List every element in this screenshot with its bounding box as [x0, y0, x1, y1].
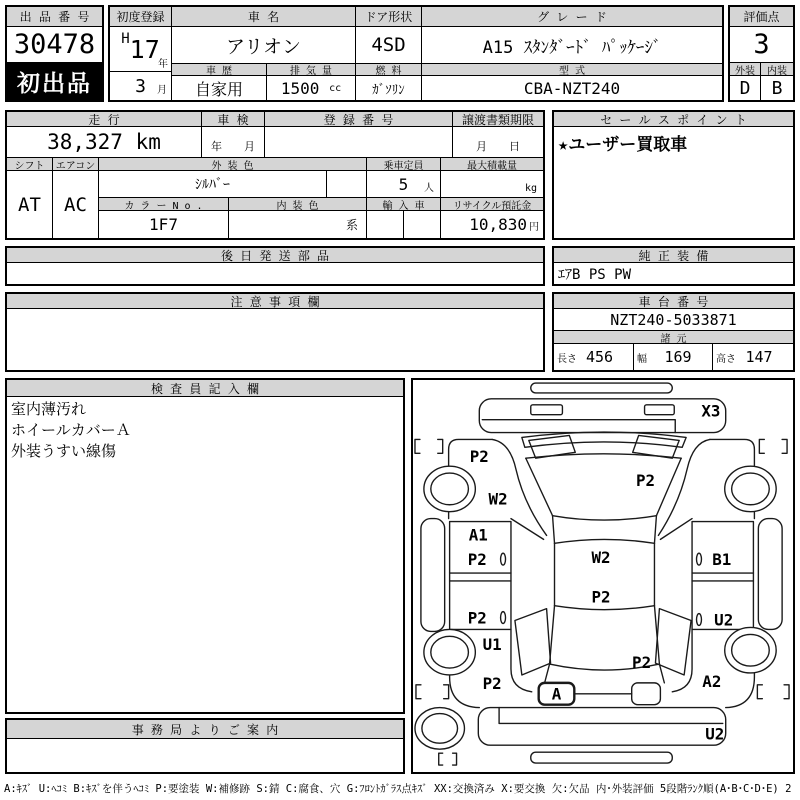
car-name-label: 車 名 — [172, 7, 356, 27]
inspector-label: 検 査 員 記 入 欄 — [7, 380, 403, 397]
score-box — [728, 5, 795, 102]
fuel-value: ｶﾞｿﾘﾝ — [356, 76, 422, 100]
shift-value: AT — [7, 171, 53, 238]
grade-value: A15 ｽﾀﾝﾀﾞｰﾄﾞ ﾊﾟｯｹｰｼﾞ — [422, 27, 722, 64]
lot-number-label: 出 品 番 号 — [7, 7, 102, 27]
reg-number-label: 登 録 番 号 — [265, 112, 453, 127]
exterior-color-value: ｼﾙﾊﾞｰ — [99, 171, 327, 198]
displacement-unit: cc — [329, 82, 342, 94]
sales-point-label: セ ー ル ス ポ イ ン ト — [554, 112, 793, 127]
chassis-box — [552, 292, 795, 372]
exterior-color-label: 外 装 色 — [99, 158, 367, 171]
displacement-value: 1500 — [280, 78, 320, 98]
reg-number-value — [265, 127, 453, 158]
history-label: 車 歴 — [172, 64, 267, 76]
recycle-cell — [441, 211, 543, 238]
height-label: 高さ — [716, 354, 736, 365]
caution-box — [5, 292, 545, 372]
first-reg-era: H — [121, 31, 130, 47]
damage-mark-a2: A2 — [702, 671, 722, 691]
later-parts-label: 後 日 発 送 部 品 — [7, 248, 543, 263]
shaken-units: 年 月 — [202, 127, 265, 158]
damage-mark-u1: U1 — [482, 635, 502, 655]
capacity-value: 5 — [398, 174, 409, 194]
damage-mark-p2: P2 — [467, 550, 487, 570]
chassis-value: NZT240-5033871 — [554, 309, 793, 331]
capacity-cell — [367, 171, 441, 198]
recycle-unit: 円 — [529, 222, 539, 233]
exterior-grade-label: 外装 — [730, 63, 761, 76]
first-reg-year-cell — [110, 27, 172, 72]
damage-mark-p2: P2 — [636, 470, 656, 490]
capacity-unit: 人 — [424, 183, 434, 194]
damage-mark-p2: P2 — [469, 447, 489, 467]
genuine-equipment-label: 純 正 装 備 — [554, 248, 793, 263]
length-cell — [554, 344, 634, 370]
sales-point-value: ★ユーザー買取車 — [558, 134, 688, 155]
import-cell-right — [404, 211, 441, 238]
damage-mark-u2: U2 — [714, 610, 734, 630]
first-reg-month-unit: 月 — [157, 85, 167, 96]
damage-mark-p2: P2 — [632, 653, 652, 673]
first-reg-year-unit: 年 — [158, 59, 168, 70]
width-value: 169 — [664, 348, 692, 366]
interior-color-value: 系 — [229, 211, 367, 238]
mileage-value: 38,327 km — [7, 127, 202, 158]
shaken-label: 車 検 — [202, 112, 265, 127]
interior-grade-label: 内装 — [761, 63, 793, 76]
car-diagram-box — [411, 378, 795, 774]
interior-color-label: 内 装 色 — [229, 198, 367, 211]
capacity-label: 乗車定員 — [367, 158, 441, 171]
first-reg-label: 初度登録 — [110, 7, 172, 27]
inspector-note-line: 外装うすい線傷 — [11, 442, 117, 460]
genuine-equipment-value: ｴｱB PS PW — [558, 266, 632, 283]
shift-label: シフト — [7, 158, 53, 171]
first-reg-year: 17 — [129, 34, 160, 64]
import-label: 輸 入 車 — [367, 198, 441, 211]
payload-label: 最大積載量 — [441, 158, 543, 171]
height-value: 147 — [745, 348, 773, 366]
displacement-cell — [267, 76, 356, 100]
aircon-value: AC — [53, 171, 99, 238]
first-reg-month-cell — [110, 72, 172, 100]
car-outline — [415, 383, 789, 765]
office-label: 事 務 局 よ り ご 案 内 — [7, 720, 403, 739]
damage-mark-a1: A1 — [468, 525, 488, 545]
damage-mark-p2: P2 — [591, 587, 611, 607]
exterior-grade-value: D — [730, 76, 761, 100]
aircon-label: エアコン — [53, 158, 99, 171]
condition-box — [5, 110, 545, 240]
model-code-label: 型 式 — [422, 64, 722, 76]
interior-grade-value: B — [771, 77, 783, 99]
office-box — [5, 718, 405, 774]
inspector-box — [5, 378, 405, 714]
car-diagram-svg — [413, 380, 793, 772]
payload-unit: kg — [524, 183, 537, 194]
width-cell — [634, 344, 713, 370]
recycle-label: リサイクル預託金 — [441, 198, 543, 211]
transfer-deadline-label: 譲渡書類期限 — [453, 112, 543, 127]
history-value: 自家用 — [172, 76, 267, 100]
damage-mark-u2: U2 — [705, 724, 725, 744]
sales-point-box — [552, 110, 795, 240]
length-value: 456 — [585, 348, 614, 366]
color-no-value: 1F7 — [99, 211, 229, 238]
first-listing-badge: 初出品 — [7, 62, 102, 100]
damage-mark-w2: W2 — [591, 548, 611, 568]
inspector-notes — [11, 399, 399, 462]
height-cell — [713, 344, 793, 370]
caution-label: 注 意 事 項 欄 — [7, 294, 543, 309]
transfer-deadline-units: 月 日 — [453, 127, 543, 158]
model-code-value: CBA-NZT240 — [523, 78, 621, 98]
payload-cell — [441, 171, 543, 198]
chassis-label: 車 台 番 号 — [554, 294, 793, 309]
damage-mark-p2: P2 — [482, 673, 502, 693]
mileage-label: 走 行 — [7, 112, 202, 127]
car-name-value: アリオン — [172, 27, 356, 64]
specs-label: 諸 元 — [554, 331, 793, 344]
door-shape-label: ドア形状 — [356, 7, 422, 27]
damage-mark-a: A — [551, 684, 562, 704]
lot-number-value: 30478 — [13, 29, 96, 60]
later-parts-box — [5, 246, 545, 286]
recycle-value: 10,830 — [469, 215, 527, 234]
color-no-label: カ ラ ー N o . — [99, 198, 229, 211]
damage-mark-p2: P2 — [467, 608, 487, 628]
exterior-color-subcell — [327, 171, 367, 198]
inspector-note-line: 室内薄汚れ — [11, 400, 87, 418]
lot-number-box — [5, 5, 104, 102]
damage-mark-x3: X3 — [701, 401, 721, 421]
fuel-label: 燃 料 — [356, 64, 422, 76]
displacement-label: 排 気 量 — [267, 64, 356, 76]
score-value: 3 — [730, 27, 793, 63]
legend-text: A:ｷｽﾞ U:ﾍｺﾐ B:ｷｽﾞを伴うﾍｺﾐ P:要塗装 W:補修跡 S:錆 C:腐食、穴 G:ﾌﾛﾝﾄｶﾞﾗｽ点ｷｽﾞ XX:交換済み X:要交換 欠:欠品 内･外装評価 5段階ﾗﾝｸ順(A･B･C･D･E) 2 — [4, 783, 792, 795]
damage-mark-b1: B1 — [712, 550, 732, 570]
length-label: 長さ — [557, 354, 577, 365]
import-cell-left — [367, 211, 404, 238]
first-reg-month: 3 — [135, 75, 146, 97]
damage-mark-w2: W2 — [488, 489, 508, 509]
grade-label: グ レ ー ド — [422, 7, 722, 27]
vehicle-header-box — [108, 5, 724, 102]
door-shape-value: 4SD — [356, 27, 422, 64]
width-label: 幅 — [637, 354, 647, 365]
inspector-note-line: ホイールカバーＡ — [11, 421, 131, 439]
score-label: 評価点 — [730, 7, 793, 27]
genuine-equipment-box — [552, 246, 795, 286]
